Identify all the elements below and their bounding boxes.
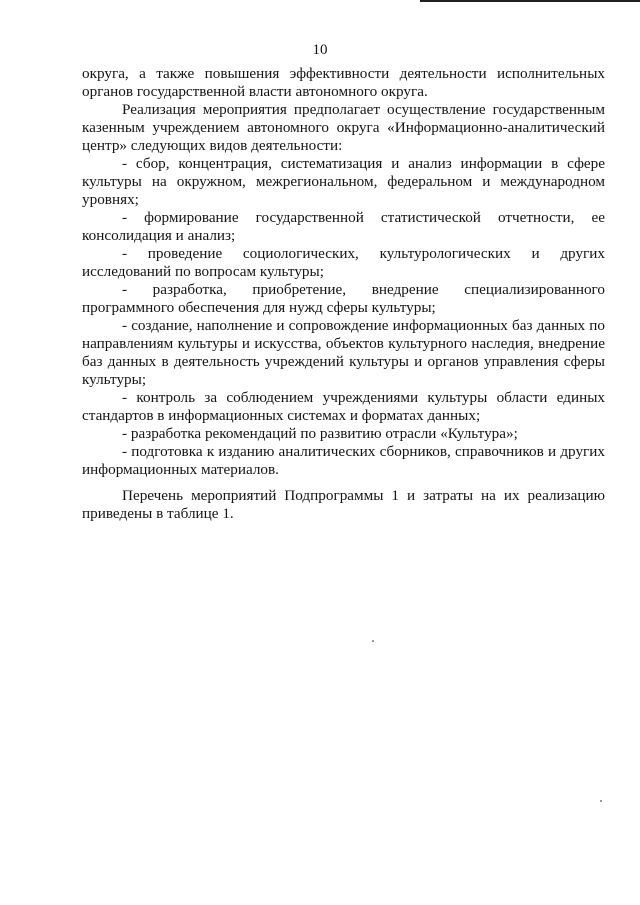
scan-speck [372, 640, 374, 642]
list-item-standards-control: - контроль за соблюдением учреждениями культуры области единых стандартов в информационных системах и форматах данных; [82, 389, 605, 424]
list-item-software: - разработка, приобретение, внедрение специализированного программного обеспечения для нужд сферы культуры; [82, 281, 605, 316]
list-item-publications: - подготовка к изданию аналитических сборников, справочников и других информационных материалов. [82, 443, 605, 478]
list-item-recommendations: - разработка рекомендаций по развитию отрасли «Культура»; [122, 425, 518, 442]
page-number: 10 [312, 42, 328, 58]
document-body [82, 65, 605, 523]
list-item-data-collection: - сбор, концентрация, систематизация и анализ информации в сфере культуры на окружном, межрегиональном, федеральном и международном уровнях; [82, 155, 605, 208]
list-item-research: - проведение социологических, культурологических и других исследований по вопросам культуры; [82, 245, 605, 280]
top-edge-rule [420, 0, 640, 2]
list-item-statistics: - формирование государственной статистической отчетности, ее консолидация и анализ; [82, 209, 605, 244]
scan-speck [600, 800, 602, 802]
list-item-databases: - создание, наполнение и сопровождение информационных баз данных по направлениям культуры и искусства, объектов культурного наследия, внедрение баз данных в деятельность учреждений культуры и органов управления сферы культуры; [82, 317, 605, 388]
paragraph-continuation: округа, а также повышения эффективности деятельности исполнительных органов государственной власти автономного округа. [82, 65, 605, 100]
paragraph-intro: Реализация мероприятия предполагает осуществление государственным казенным учреждением автономного округа «Информационно-аналитический центр» следующих видов деятельности: [82, 101, 605, 154]
paragraph-conclusion: Перечень мероприятий Подпрограммы 1 и затраты на их реализацию приведены в таблице 1. [82, 487, 605, 522]
